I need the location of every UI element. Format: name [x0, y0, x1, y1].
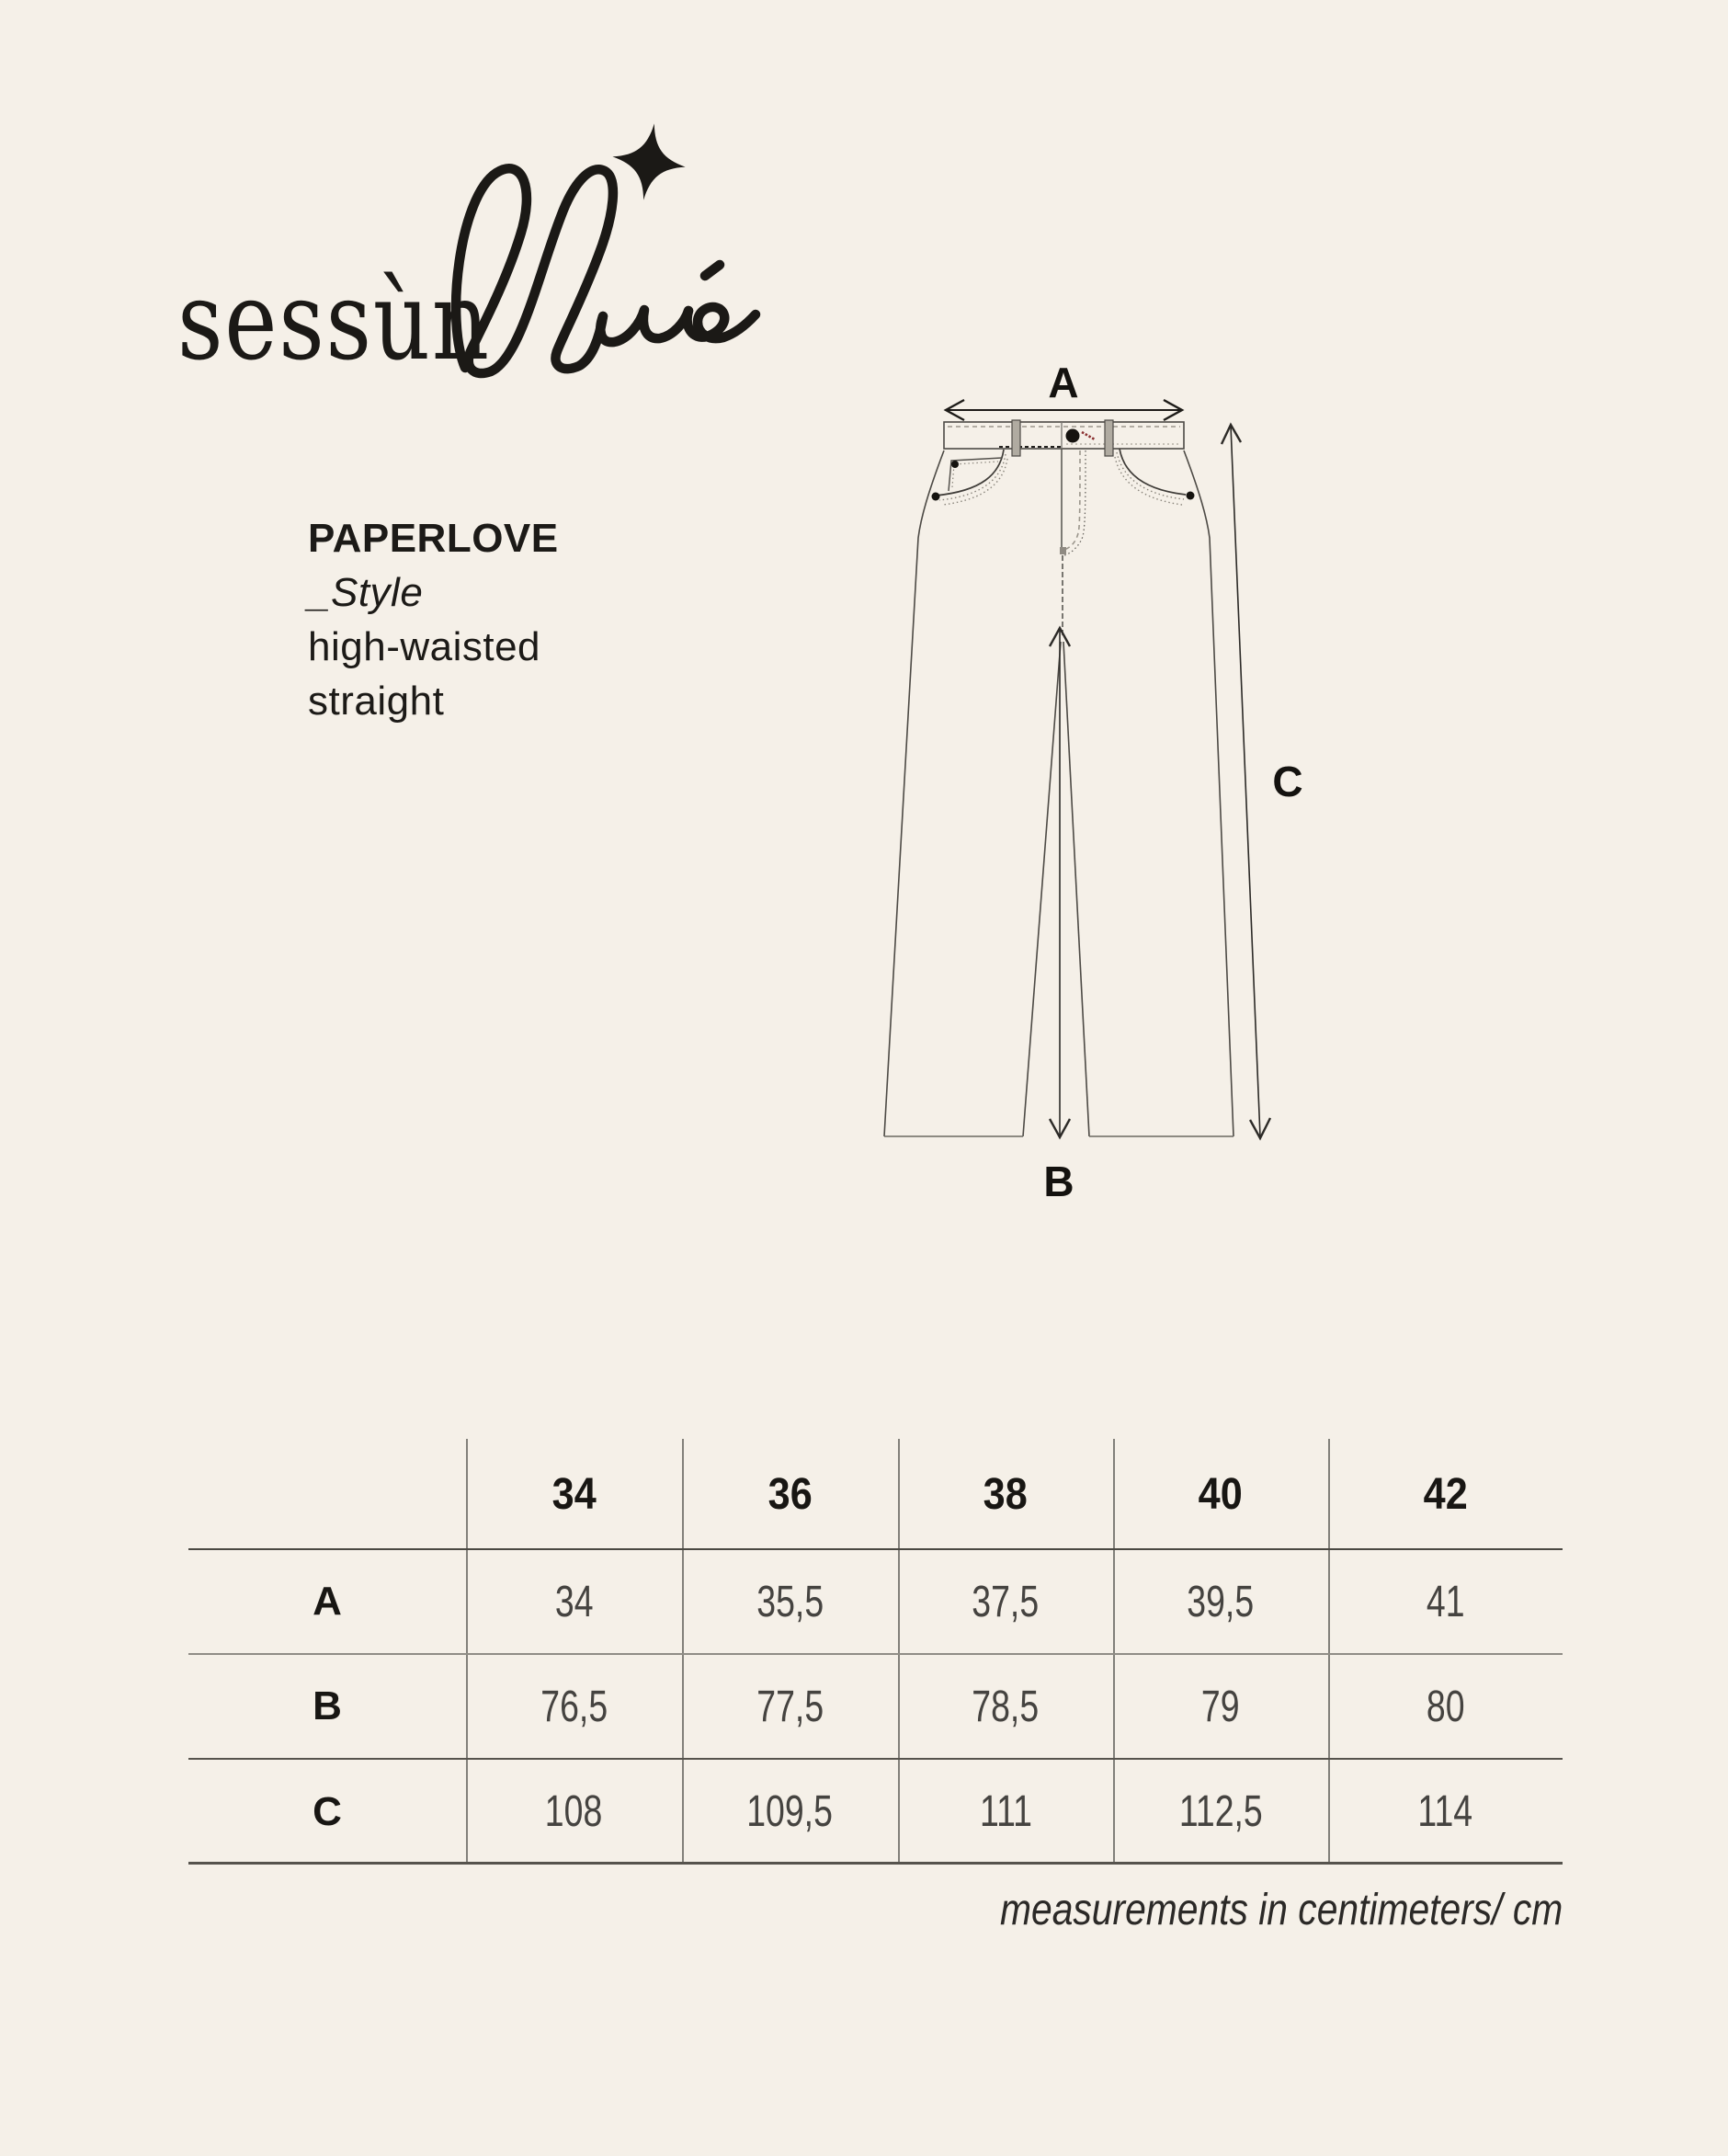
table-vertical-line	[682, 1439, 684, 1865]
size-value: 37,5	[972, 1577, 1040, 1626]
rivet-icon	[1187, 492, 1195, 500]
left-front-pocket	[932, 450, 1008, 505]
brand-wordmark: sessùn	[177, 257, 491, 384]
product-style-line1: high-waisted	[308, 624, 541, 669]
jeans-outline	[884, 422, 1233, 1136]
fly-bar-tack	[1060, 547, 1066, 554]
product-name: PAPERLOVE	[308, 516, 559, 561]
size-value: 111	[979, 1787, 1032, 1836]
red-stitch-detail	[1082, 432, 1095, 439]
size-header: 42	[1423, 1469, 1468, 1519]
diagram-label-b: B	[1043, 1158, 1074, 1205]
belt-loops	[1012, 420, 1113, 456]
table-bottom-border	[188, 1862, 1563, 1865]
product-style-line2: straight	[308, 679, 445, 724]
size-header: 36	[767, 1469, 813, 1519]
size-value: 76,5	[540, 1682, 608, 1731]
row-label: A	[313, 1579, 342, 1624]
table-vertical-line	[1113, 1439, 1115, 1865]
table-vertical-line	[466, 1439, 468, 1865]
size-value: 78,5	[972, 1682, 1040, 1731]
fly-stitching	[1060, 449, 1086, 638]
size-table	[188, 1439, 1563, 1865]
belt-loop-right	[1105, 420, 1113, 456]
table-header-divider	[188, 1548, 1563, 1550]
belt-loop-left	[1012, 420, 1020, 456]
sparkle-star-icon	[608, 119, 691, 205]
rivet-icon	[932, 493, 940, 501]
size-value: 80	[1426, 1682, 1465, 1731]
table-vertical-line	[898, 1439, 900, 1865]
right-front-pocket	[1115, 449, 1195, 505]
table-row-divider	[188, 1758, 1563, 1760]
unit-note: measurements in centimeters/ cm	[999, 1886, 1563, 1934]
table-vertical-line	[1328, 1439, 1330, 1865]
product-info	[308, 511, 559, 728]
left-inner-seam	[1023, 642, 1061, 1136]
table-corner-cell	[188, 1439, 466, 1549]
script-accent-tick	[705, 265, 720, 276]
size-value: 35,5	[756, 1577, 824, 1626]
row-label: C	[313, 1788, 342, 1834]
size-value: 109,5	[746, 1787, 834, 1836]
product-style-label: _Style	[308, 570, 424, 615]
diagram-label-c: C	[1272, 758, 1303, 805]
size-value: 114	[1417, 1787, 1473, 1836]
size-value: 77,5	[756, 1682, 824, 1731]
size-value: 108	[545, 1787, 603, 1836]
row-label: B	[313, 1683, 342, 1728]
size-value: 112,5	[1178, 1787, 1263, 1836]
brand-script-blue	[432, 118, 772, 412]
rivet-icon	[951, 461, 959, 468]
jeans-button-icon	[1066, 429, 1080, 443]
table-row-divider	[188, 1653, 1563, 1655]
size-header: 40	[1198, 1469, 1244, 1519]
size-value: 41	[1426, 1577, 1465, 1626]
size-table-grid	[188, 1439, 1563, 1865]
script-letter-e	[688, 307, 756, 338]
script-letter-u	[600, 310, 688, 342]
jeans-technical-drawing	[864, 340, 1324, 1214]
size-value: 34	[554, 1577, 594, 1626]
size-header: 34	[551, 1469, 597, 1519]
right-outer-seam	[1184, 451, 1233, 1136]
left-outer-seam	[884, 451, 944, 1136]
diagram-label-a: A	[1048, 359, 1079, 406]
size-value: 39,5	[1187, 1577, 1255, 1626]
right-inner-seam	[1063, 642, 1089, 1136]
waistband-stitching	[948, 422, 1180, 449]
size-value: 79	[1201, 1682, 1240, 1731]
size-header: 38	[983, 1469, 1029, 1519]
